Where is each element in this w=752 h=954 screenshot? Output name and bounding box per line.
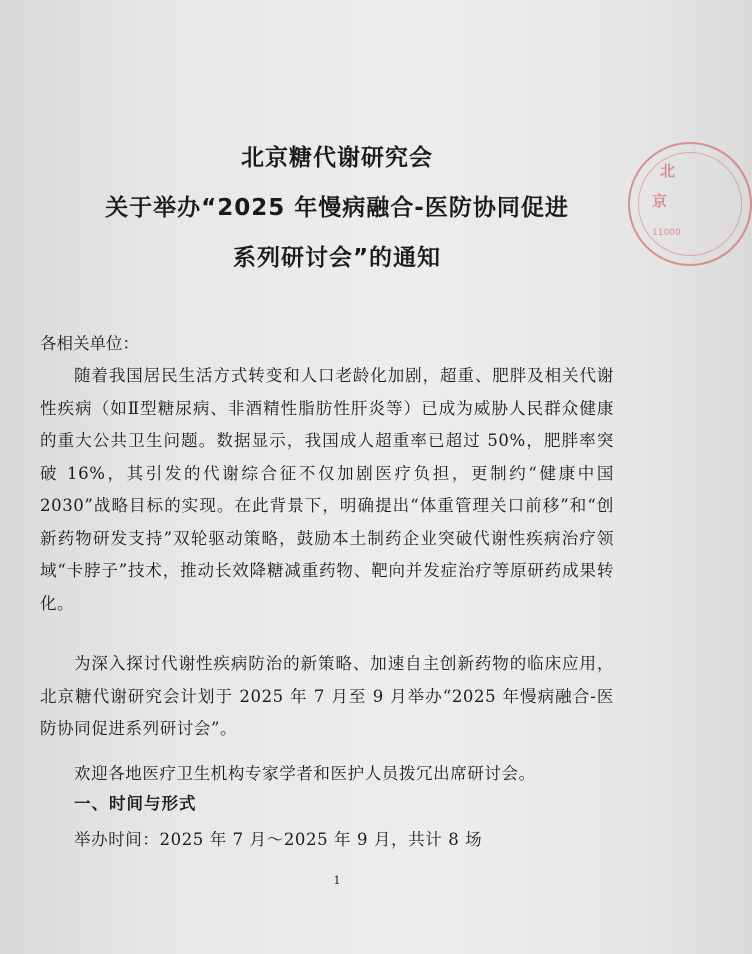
seal-char-2: 京 (652, 192, 668, 210)
paragraph-invitation: 欢迎各地医疗卫生机构专家学者和医护人员拨冗出席研讨会。 (74, 764, 536, 783)
red-seal-stamp (628, 142, 752, 266)
title-line-3: 系列研讨会”的通知 (232, 245, 442, 271)
title-line-2: 关于举办“2025 年慢病融合-医防协同促进 (105, 195, 569, 221)
section-heading-time-format: 一、时间与形式 (74, 794, 197, 813)
seal-char-1: 北 (660, 162, 676, 180)
paragraph-purpose: 为深入探讨代谢性疾病防治的新策略、加速自主创新药物的临床应用，北京糖代谢研究会计划于 2025 年 7 月至 9 月举办“2025 年慢病融合-医防协同促进系列研讨会”。 (40, 654, 614, 738)
schedule-text: 举办时间：2025 年 7 月～2025 年 9 月，共计 8 场 (74, 830, 483, 849)
title-line-1: 北京糖代谢研究会 (241, 145, 433, 171)
paragraph-background: 随着我国居民生活方式转变和人口老龄化加剧，超重、肥胖及相关代谢性疾病（如Ⅱ型糖尿病、非酒精性脂肪性肝炎等）已成为威胁人民群众健康的重大公共卫生问题。数据显示，我国成人超重率已超过 50%，肥胖率突破 16%，其引发的代谢综合征不仅加剧医疗负担，更制约“健康中国 2030”战略目标的实现。在此背景下，明确提出“体重管理关口前移”和“创新药物研发支持”双轮驱动策略，鼓励本土制药企业突破代谢性疾病治疗领域“卡脖子”技术，推动长效降糖减重药物、靶向并发症治疗等原研药成果转化。 (40, 366, 614, 613)
seal-number: 11000 (652, 228, 681, 238)
page-number: 1 (333, 874, 341, 887)
salutation: 各相关单位： (40, 334, 139, 353)
